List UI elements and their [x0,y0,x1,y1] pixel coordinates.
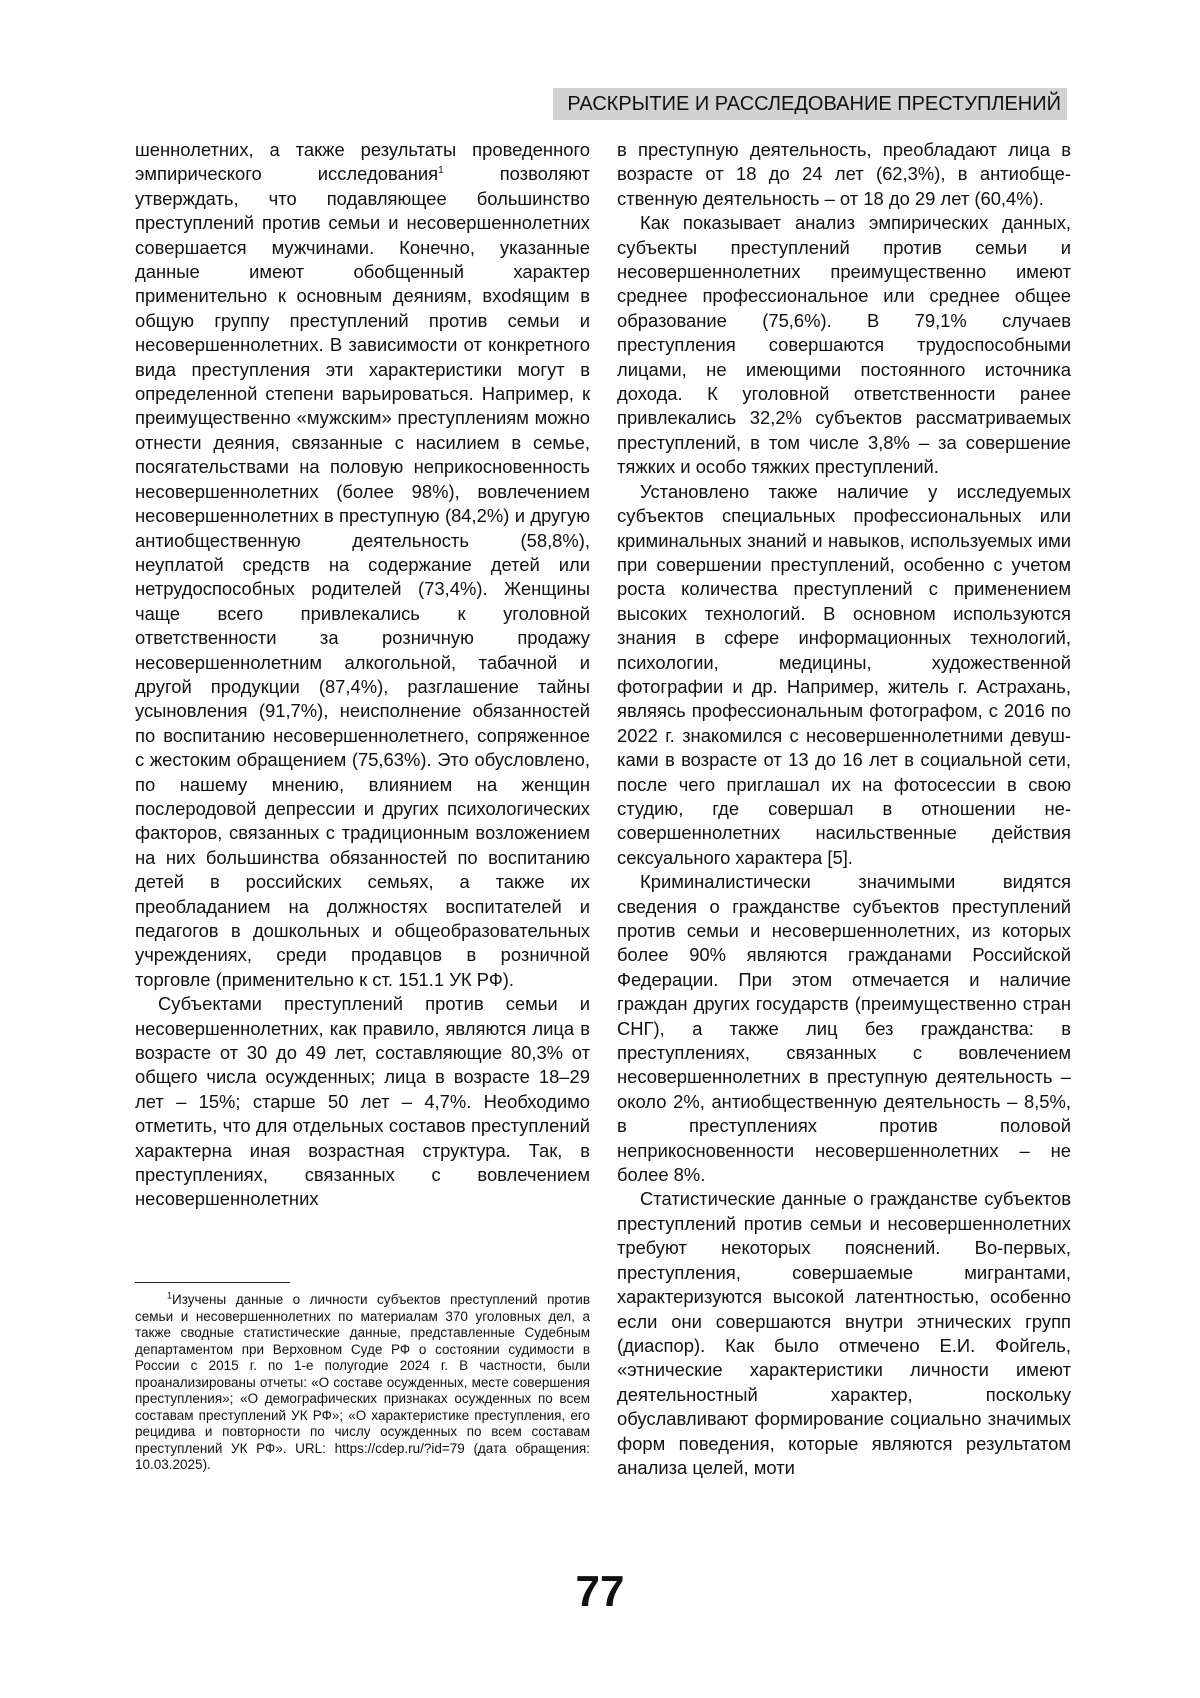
right-paragraph-5: Статистические данные о гражданстве субъектов преступлений против семьи и несовершеннолетних требуют некоторых пояснений. Во-первых, преступления, совершаемые мигрантами, характеризуются высокой латентностью, особенно если они совершаются внутри этнических групп (диаспор). Как было отмечено Е.И. Фойгель, «этнические характеристики личности имеют деятельностный характер, поскольку обуславливают формирование социально значимых форм поведения, которые являются результатом анализа целей, моти [617,1188,1071,1478]
left-paragraph-1-text-b: позволяют утверждать, что подавляющее большинство преступлений против семьи и несовершеннолетних совершается мужчинами. Конечно, указанные данные имеют обобщенный характер применительно к основным деяниям, вхоdящим в общую группу преступлений против семьи и несовершеннолетних. В зависимости от конкретного вида преступления эти характеристики могут в определенной степени варьироваться. Например, к преимущественно «мужским» преступлениям можно отнести деяния, связанные с насилием в семье, посягательствами на половую неприкосновенность несовершеннолетних (более 98%), вовлечением несовершеннолетних в преступную (84,2%) и другую антиобщественную деятельность (58,8%), неуплатой средств на содержание детей или нетрудоспособных родителей (73,4%). Женщины чаще всего привлекались к уголовной ответственности за розничную продажу несовершеннолетним алкогольной, табачной и другой продукции (87,4%), разглашение тайны усыновления (91,7%), неисполнение обязанностей по воспитанию несовершеннолетнего, сопряженное с жестоким обращением (75,63%). Это обусловлено, по нашему мнению, влиянием на женщин послеродовой депрессии и других психологических факторов, связанных с традиционным возложением на них большинства обязанностей по воспитанию детей в российских семьях, а также их преобладанием на должностях воспитателей и педагогов в дошкольных и общеобразовательных учреждениях, среди продавцов в розничной торговле (применительно к ст. 151.1 УК РФ). [135,163,590,990]
footnote-text: Изучены данные о личности субъектов преступлений против семьи и несовершеннолетних по материалам 370 уголовных дел, а также сводные статистические данные, представленные Судебным департаментом при Верховном Суде РФ о состоянии судимости в России с 2015 г. по 1-е полугодие 2024 г. В частности, были проанализированы отчеты: «О составе осужденных, месте совершения преступления»; «О демографических признаках осужденных по всем составам преступлений УК РФ»; «О характеристике преступления, его рецидива и повторности по числу осужденных по всем составам преступлений УК РФ». URL: https://cdep.ru/?id=79 (дата обращения: 10.03.2025). [135,1292,590,1472]
right-paragraph-4: Криминалистически значимыми видятся сведения о гражданстве субъектов преступлений против семьи и несовершеннолетних, из которых более 90% являются гражданами Российской Федерации. При этом отмечается и наличие граждан других государств (преимущественно стран СНГ), а также лиц без гражданства: в преступлениях, связанных с вовлечением несовершеннолетних в преступную деятельность – около 2%, антиобщественную деятельность – 8,5%, в преступлениях против половой неприкосновенности несовершеннолетних – не более 8%. [617,871,1071,1186]
right-paragraph-1: в преступную деятельность, преобладают лица в возрасте от 18 до 24 лет (62,3%), в антиобщественную деятельность – от 18 до 29 лет (60,4%). [617,139,1071,209]
running-header-title: РАСКРЫТИЕ И РАССЛЕДОВАНИЕ ПРЕСТУПЛЕНИЙ [567,93,1061,115]
left-paragraph-1-text-a: шеннолетних, а также результаты проведенного эмпирического исследования [135,139,590,185]
footnote [135,1292,590,1474]
footnote-divider [135,1282,290,1283]
right-paragraph-3: Установлено также наличие у исследуемых субъектов специальных профессиональных или криминальных знаний и навыков, используемых ими при совершении преступлений, особенно с учетом роста количества преступлений с применением высоких технологий. В основном используются знания в сфере информационных технологий, психологии, медицины, художественной фотографии и др. Например, житель г. Астрахань, являясь профессиональным фотографом, с 2016 по 2022 г. знакомился с несовершеннолетними девушками в возрасте от 13 до 16 лет в социальной сети, после чего приглашал их на фотосессии в свою студию, где совершал в отношении несовершеннолетних насильственные действия сексуального характера [5]. [617,480,1071,868]
left-paragraph-1 [135,138,590,992]
right-column [617,138,1071,1480]
running-header [553,88,1067,120]
left-column [135,138,590,1212]
left-paragraph-2: Субъектами преступлений против семьи и несовершеннолетних, как правило, являются лица в возрасте от 30 до 49 лет, составляющие 80,3% от общего числа осужденных; лица в возрасте 18–29 лет – 15%; старше 50 лет – 4,7%. Необходимо отметить, что для отдельных составов преступлений характерна иная возрастная структура. Так, в преступлениях, связанных с вовлечением несовершеннолетних [135,993,590,1210]
page-number: 77 [575,1567,625,1616]
footnote-reference[interactable]: 1 [438,165,444,177]
footnote-mark: 1 [167,1290,173,1301]
right-paragraph-2: Как показывает анализ эмпирических данных, субъекты преступлений против семьи и несовершеннолетних преимущественно имеют среднее профессиональное или среднее общее образование (75,6%). В 79,1% случаев преступления совершаются трудоспособными лицами, не имеющими постоянного источника дохода. К уголовной ответственности ранее привлекались 32,2% субъектов рассматриваемых преступлений, в том числе 3,8% – за совершение тяжких и особо тяжких преступлений. [617,212,1071,478]
